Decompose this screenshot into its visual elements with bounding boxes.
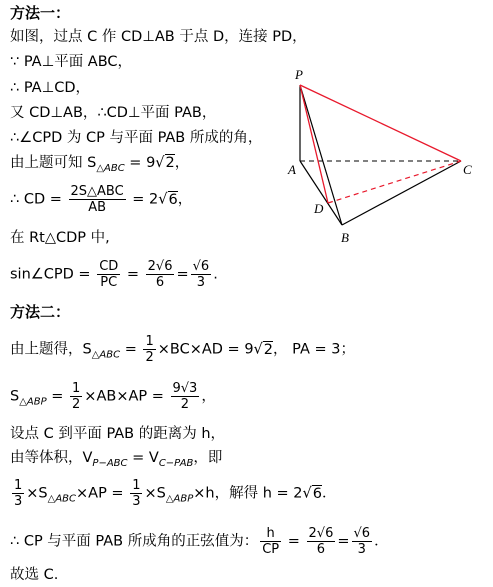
- method1-line7: ∴ CD = 2S△ABC AB = 2√6，: [10, 184, 193, 215]
- label-A: A: [288, 162, 296, 177]
- method2-line1: 由上题得，$S_{\triangle ABC}$ = $\frac{1}{2}$ ×BC×AD = 9√2， PA = 3；: [10, 334, 355, 365]
- label-D: D: [314, 201, 324, 216]
- method1-line1: 如图，过点 C 作 CD⊥AB 于点 D，连接 PD，: [10, 29, 307, 45]
- method2-line2: $S_{\triangle ABP}$ = $\frac{1}{2}$ ×AB×AP = $\frac{9√3}{2}$ ，: [10, 381, 216, 412]
- method1-line2: ∵ PA⊥平面 ABC，: [10, 54, 133, 70]
- method1-line8: 在 Rt△CDP 中,: [10, 230, 110, 246]
- cd-fraction: 2S△ABC AB: [70, 184, 124, 215]
- method2-line7: 故选 C.: [10, 567, 59, 583]
- method2-line6: ∴ CP 与平面 PAB 所成角的正弦值为： $\frac{h}{CP}$ = $\frac{2√6}{6}$ = $\frac{√6}{3}$ ．: [10, 526, 389, 557]
- label-C: C: [463, 162, 472, 177]
- method1-heading: 方法一：: [10, 4, 71, 22]
- method2-line5: $\frac{1}{3}$ $\times S_{\triangle ABC}\times AP$ = $\frac{1}{3}$ $\times S_{\triangle ABP}\times h$，解得 h = 2√6．: [14, 478, 337, 509]
- method1-line5: ∴∠CPD 为 CP 与平面 PAB 所成的角，: [10, 130, 263, 146]
- label-P: P: [295, 67, 303, 82]
- method1-line4: 又 CD⊥AB，∴CD⊥平面 PAB，: [10, 105, 217, 121]
- method1-line6: 由上题可知 $S_{\triangle ABC} = 9√2$，: [10, 155, 190, 174]
- method2-heading: 方法二：: [10, 303, 71, 321]
- edge-BC: [342, 161, 461, 225]
- tetrahedron-figure: [285, 65, 485, 250]
- edge-PC: [300, 85, 461, 161]
- method1-line3: ∴ PA⊥CD，: [10, 80, 90, 96]
- label-B: B: [341, 230, 349, 245]
- method1-line9: sin∠CPD = $\frac{CD}{PC}$ = $\frac{2√6}{6}$ = $\frac{√6}{3}$ .: [10, 259, 218, 290]
- method2-line4: 由等体积，$V_{P-ABC} = V_{C-PAB}$，即: [10, 450, 223, 469]
- segment-PD: [300, 85, 328, 203]
- method2-line3: 设点 C 到平面 PAB 的距离为 h，: [10, 426, 226, 442]
